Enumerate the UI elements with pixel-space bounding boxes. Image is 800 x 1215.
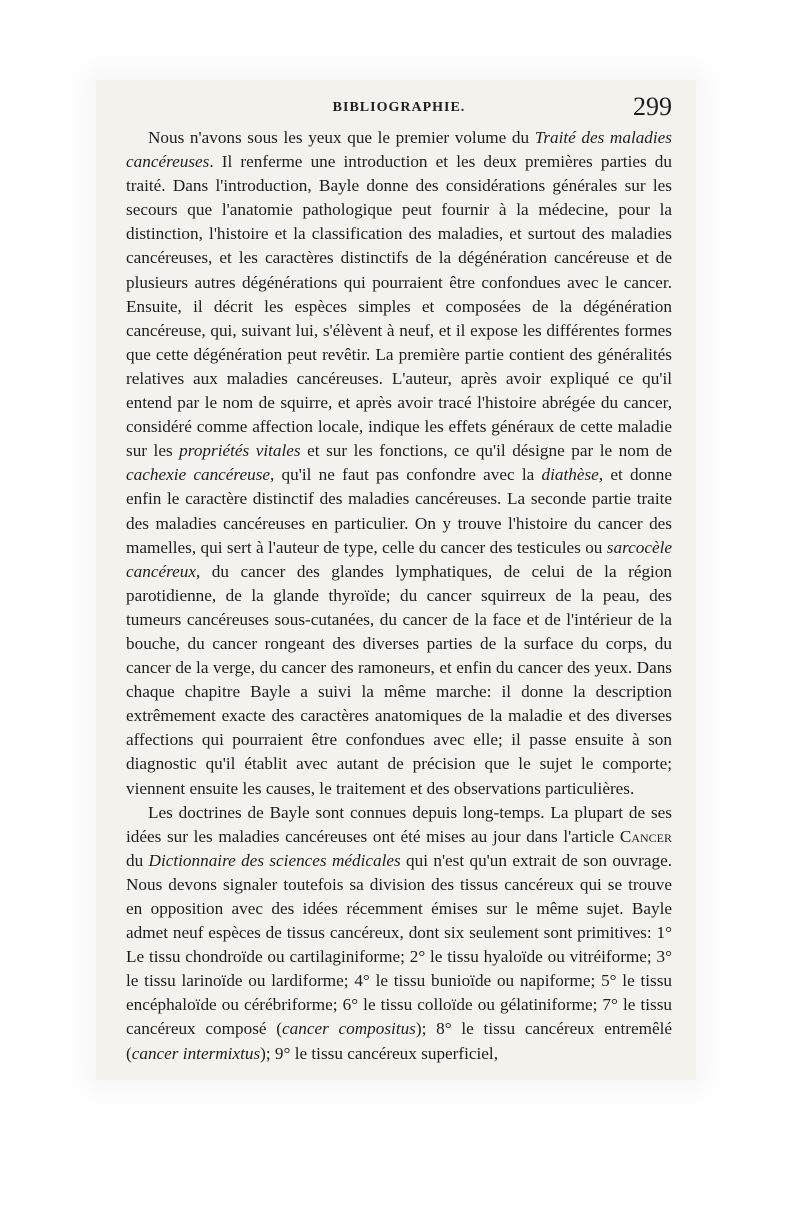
paragraph-1	[126, 126, 672, 801]
text-run: , qu'il ne faut pas confondre avec la	[270, 465, 542, 485]
page-header	[126, 92, 672, 126]
page-number: 299	[633, 92, 672, 121]
italic-run: cachexie cancéreuse	[126, 465, 271, 485]
italic-run: cancer intermixtus	[131, 1043, 261, 1063]
italic-run: cancer compositus	[282, 1019, 416, 1039]
italic-run: Traité des maladies cancéreuses	[126, 128, 672, 172]
text-run: Nous n'avons sous les yeux que le premier volume du	[148, 128, 535, 147]
small-caps-run: Cancer	[619, 826, 672, 846]
text-run: , du cancer des glandes lymphatiques, de celui de la région parotidienne, de la glande thyroïde; du cancer squirreux de la peau, des tumeurs cancéreuses sous-cutanées, du cancer de la face et de l'intérieur de la bouche, du cancer rongeant des diverses parties de la surface du corps, du cancer de la verge, du cancer des ramoneurs, et enfin du cancer des yeux. Dans chaque chapitre Bayle a suivi la même marche: il donne la description extrêmement exacte des caractères anatomiques de la maladie et des diverses affections qui pourraient être confondues avec elle; il passe ensuite à son diagnostic qu'il établit avec autant de précision que le sujet le comporte; viennent ensuite les causes, le traitement et des observations particulières.	[126, 561, 672, 798]
text-run: . Il renferme une introduction et les deux premières parties du traité. Dans l'introduction, Bayle donne des considérations générales sur les secours que l'anatomie pathologique peut fournir à la médecine, pour la distinction, l'histoire et la classification des maladies, et surtout des maladies cancéreuses, et les caractères distinctifs de la dégénération cancéreuse et de plusieurs autres dégénérations qui pourraient être confondues avec le cancer. Ensuite, il décrit les espèces simples et composées de la dégénération cancéreuse, qui, suivant lui, s'élèvent à neuf, et il expose les différentes formes que cette dégénération peut revêtir. La première partie contient des généralités relatives aux maladies cancéreuses. L'auteur, après avoir expliqué ce qu'il entend par le nom de squirre, et après avoir tracé l'histoire abrégée du cancer, considéré comme affection locale, indique les effets généraux de cette maladie sur les	[126, 152, 672, 461]
running-title: BIBLIOGRAPHIE.	[332, 100, 466, 115]
text-run: Les doctrines de Bayle sont connues depuis long-temps. La plupart de ses idées sur les maladies cancéreuses ont été mises au jour dans l'article	[126, 802, 672, 846]
text-run: qui n'est qu'un extrait de son ouvrage. Nous devons signaler toutefois sa division des tissus cancéreux qui se trouve en opposition avec des idées récemment émises sur le même sujet. Bayle admet neuf espèces de tissus cancéreux, dont six seulement sont primitives: 1° Le tissu chondroïde ou cartilaginiforme; 2° le tissu hyaloïde ou vitréiforme; 3° le tissu larinoïde ou lardiforme; 4° le tissu bunioïde ou napiforme; 5° le tissu encéphaloïde ou cérébriforme; 6° le tissu colloïde ou gélatiniforme; 7° le tissu cancéreux composé (	[126, 850, 673, 1039]
text-run: ); 8° le tissu cancéreux entremêlé (	[126, 1019, 672, 1063]
text-run: , et donne enfin le caractère distinctif des maladies cancéreuses. La seconde partie traite des maladies cancéreuses en particulier. On y trouve l'histoire du cancer des mamelles, qui sert à l'auteur de type, celle du cancer des testicules ou	[126, 465, 672, 557]
italic-run: diathèse	[541, 465, 599, 485]
text-run: ); 9° le tissu cancéreux superficiel,	[260, 1043, 498, 1063]
italic-run: sarcocèle cancéreux	[126, 537, 672, 581]
paragraph-2	[126, 801, 672, 1066]
text-run: et sur les fonctions, ce qu'il désigne par le nom de	[300, 441, 672, 461]
italic-run: Dictionnaire des sciences médicales	[148, 850, 401, 870]
book-page	[126, 92, 673, 1066]
text-run: du	[126, 850, 149, 870]
italic-run: propriétés vitales	[179, 441, 301, 461]
